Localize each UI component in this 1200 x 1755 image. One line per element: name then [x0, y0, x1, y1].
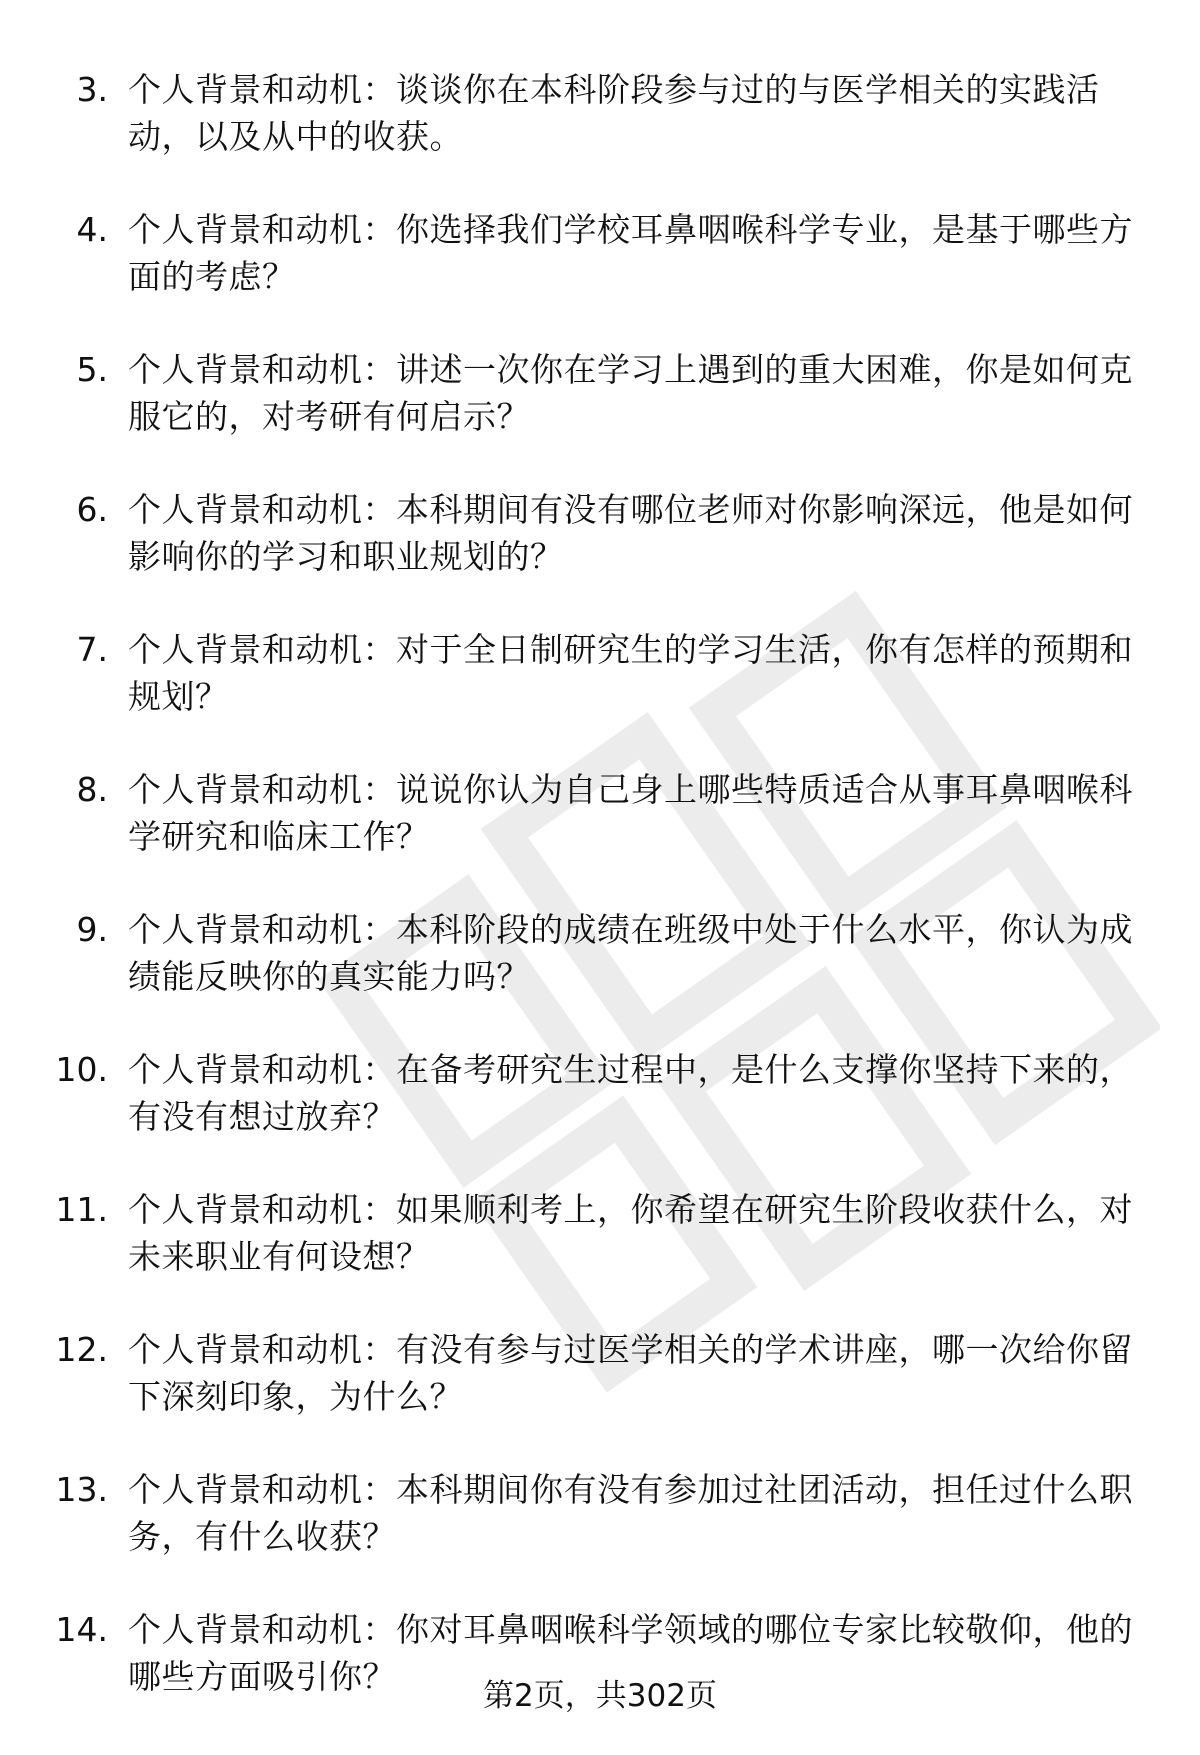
question-text: 个人背景和动机：讲述一次你在学习上遇到的重大困难，你是如何克服它的，对考研有何启示？	[128, 350, 1133, 436]
question-text: 个人背景和动机：你选择我们学校耳鼻咽喉科学专业，是基于哪些方面的考虑？	[128, 210, 1133, 296]
list-item	[0, 898, 1200, 1038]
question-text: 个人背景和动机：本科期间有没有哪位老师对你影响深远，他是如何影响你的学习和职业规划的？	[128, 490, 1133, 576]
question-text: 个人背景和动机：本科阶段的成绩在班级中处于什么水平，你认为成绩能反映你的真实能力吗？	[128, 910, 1133, 996]
question-number: 11.	[55, 1190, 108, 1229]
question-number: 5.	[76, 350, 108, 389]
question-number: 10.	[55, 1050, 108, 1089]
list-item	[0, 478, 1200, 618]
list-item	[0, 758, 1200, 898]
question-text: 个人背景和动机：有没有参与过医学相关的学术讲座，哪一次给你留下深刻印象，为什么？	[128, 1330, 1133, 1416]
question-number: 8.	[76, 770, 108, 809]
question-list	[0, 58, 1200, 1738]
question-number: 14.	[55, 1610, 108, 1649]
list-item	[0, 618, 1200, 758]
question-number: 12.	[55, 1330, 108, 1369]
list-item	[0, 338, 1200, 478]
question-text: 个人背景和动机：如果顺利考上，你希望在研究生阶段收获什么，对未来职业有何设想？	[128, 1190, 1133, 1276]
list-item	[0, 198, 1200, 338]
question-text: 个人背景和动机：在备考研究生过程中，是什么支撑你坚持下来的，有没有想过放弃？	[128, 1050, 1133, 1136]
question-number: 13.	[55, 1470, 108, 1509]
question-number: 3.	[76, 70, 108, 109]
list-item	[0, 58, 1200, 198]
question-number: 7.	[76, 630, 108, 669]
question-text: 个人背景和动机：说说你认为自己身上哪些特质适合从事耳鼻咽喉科学研究和临床工作？	[128, 770, 1133, 856]
question-text: 个人背景和动机：你对耳鼻咽喉科学领域的哪位专家比较敬仰，他的哪些方面吸引你？	[128, 1610, 1133, 1696]
list-item	[0, 1178, 1200, 1318]
list-item	[0, 1038, 1200, 1178]
list-item	[0, 1598, 1200, 1738]
question-text: 个人背景和动机：本科期间你有没有参加过社团活动，担任过什么职务，有什么收获？	[128, 1470, 1133, 1556]
question-number: 6.	[76, 490, 108, 529]
list-item	[0, 1458, 1200, 1598]
question-number: 9.	[76, 910, 108, 949]
question-text: 个人背景和动机：谈谈你在本科阶段参与过的与医学相关的实践活动，以及从中的收获。	[128, 70, 1100, 156]
list-item	[0, 1318, 1200, 1458]
question-number: 4.	[76, 210, 108, 249]
page-number-footer: 第2页，共302页	[483, 1678, 717, 1714]
question-text: 个人背景和动机：对于全日制研究生的学习生活，你有怎样的预期和规划？	[128, 630, 1133, 716]
